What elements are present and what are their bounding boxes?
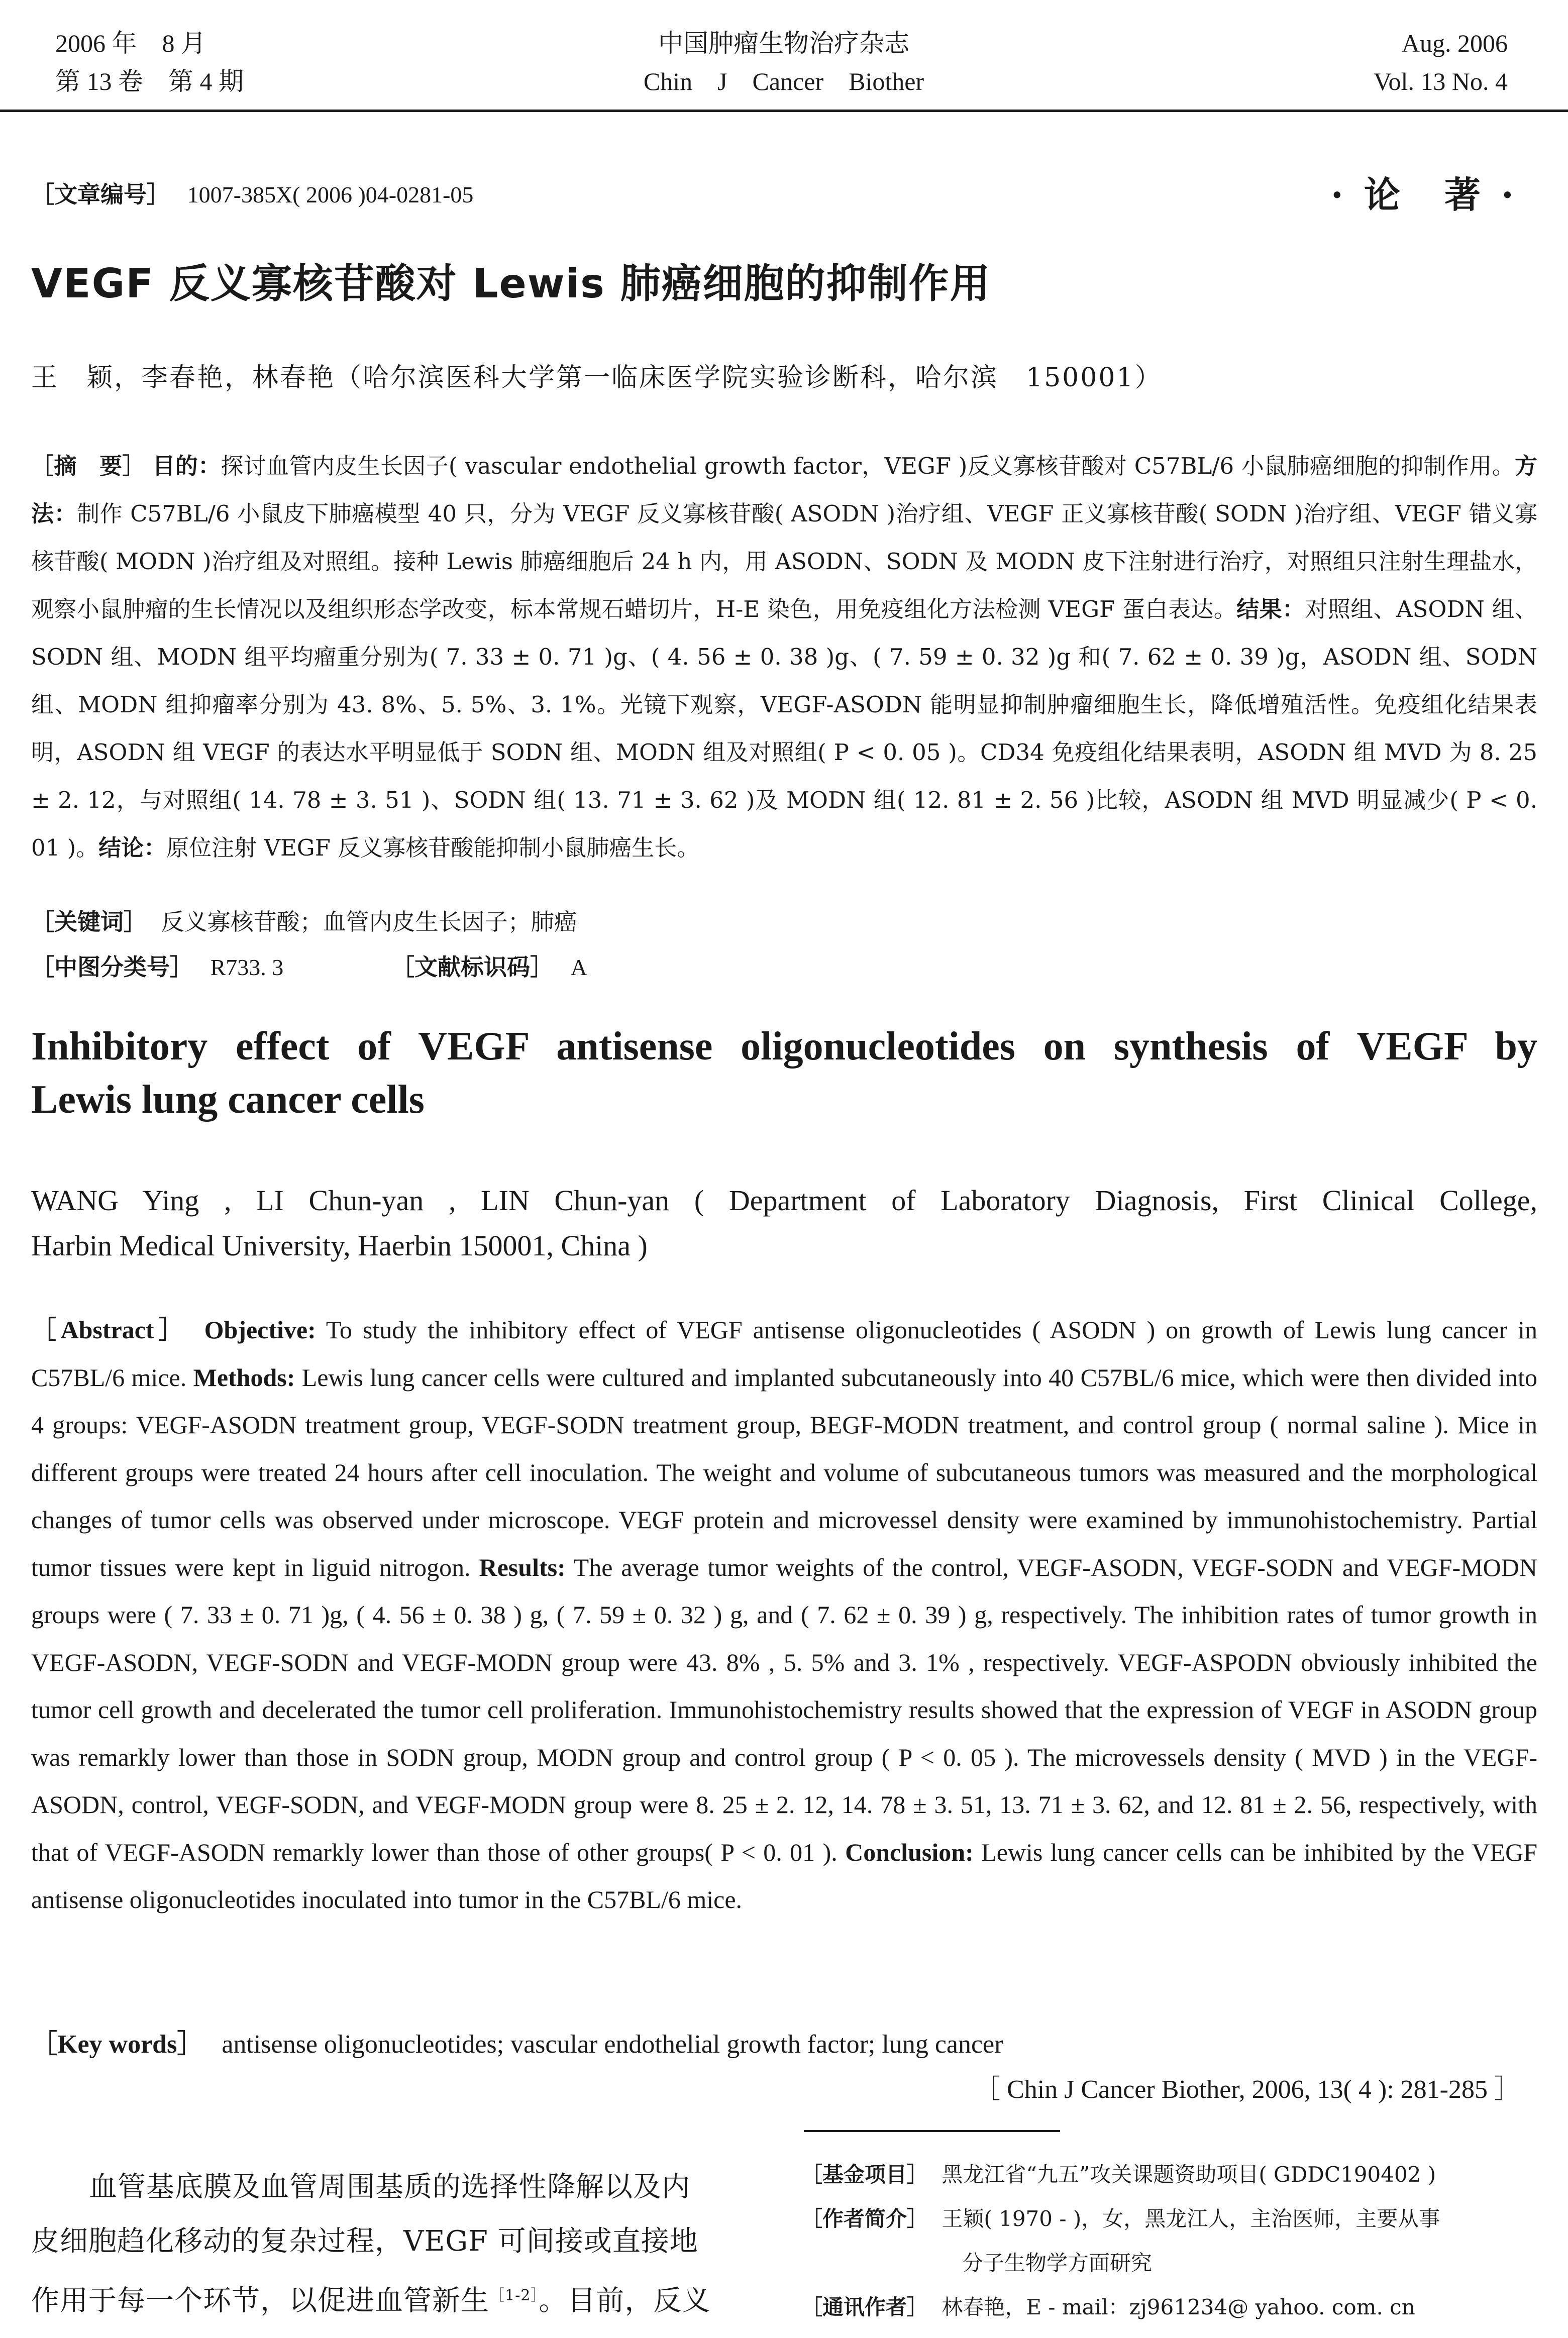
footnote-author-label: ［作者简介］ [801,2206,928,2231]
footnote-funding-value: 黑龙江省“九五”攻关课题资助项目( GDDC190402 ) [942,2162,1436,2187]
authors-en-line-1: WANG Ying , LI Chun-yan , LIN Chun-yan ( Department of Laboratory Diagnosis, First Clinical College, [31,1184,1537,1217]
reference-marker: ［1-2］ [489,2287,539,2304]
article-number-label: ［文章编号］ [31,181,170,208]
keywords-en [31,2026,1003,2064]
footnote-author-cont [801,2241,1540,2285]
abstract-cn-label: ［摘 要］ [31,453,145,479]
footnote-funding-label: ［基金项目］ [801,2162,928,2187]
abstract-en-conclusion-head: Conclusion: [845,1838,974,1866]
abstract-cn-results-head: 结果： [1236,596,1305,622]
body-line-1: 血管基底膜及血管周围基质的选择性降解以及内 [89,2171,690,2203]
title-en-line-2: Lewis lung cancer cells [31,1078,425,1122]
citation: ［ Chin J Cancer Biother, 2006, 13( 4 ): 281-285 ］ [974,2075,1520,2104]
journal-name-en: Chin J Cancer Biother [643,67,924,95]
abstract-en-methods: Lewis lung cancer cells were cultured and implanted subcutaneously into 40 C57BL/6 mice, which were then divided into 4 groups: VEGF-ASODN treatment group, VEGF-SODN treatment group, BEGF-MODN treatment, and control group ( normal saline ). Mice in different groups were treated 24 hours after cell inoculation. The weight and volume of subcutaneous tumors was measured and the morphological changes of tumor cells was observed under microscope. VEGF protein and microvessel density were examined by immunohistochemistry. Partial tumor tissues were kept in liguid nitrogon. [31,1363,1537,1581]
footnote-author-value: 王颖( 1970 - )，女，黑龙江人，主治医师，主要从事 [942,2206,1440,2231]
body-text-left [31,2160,765,2328]
footnote-author [801,2197,1540,2241]
abstract-cn [31,442,1537,872]
abstract-en-methods-head: Methods: [193,1363,295,1392]
title-en-line-1: Inhibitory effect of VEGF antisense oligonucleotides on synthesis of VEGF by [31,1024,1537,1069]
keywords-en-label: ［Key words］ [31,2030,203,2059]
authors-en-line-2: Harbin Medical University, Haerbin 150001, China ) [31,1229,648,1262]
abstract-cn-conclusion-head: 结论： [98,834,167,861]
abstract-cn-conclusion: 原位注射 VEGF 反义寡核苷酸能抑制小鼠肺癌生长。 [166,834,700,861]
keywords-cn-value: 反义寡核苷酸；血管内皮生长因子；肺癌 [161,908,577,935]
abstract-cn-methods-head: 方法： [31,453,1537,527]
footnote-correspondence [801,2285,1540,2329]
footnote-funding [801,2153,1540,2197]
abstract-en-objective-head: Objective: [204,1316,316,1344]
footnote-author-value-2: 分子生物学方面研究 [962,2251,1153,2275]
header-date: 2006 年 8 月 [55,29,206,57]
abstract-en-objective: To study the inhibitory effect of VEGF antisense oligonucleotides ( ASODN ) on growth of Lewis lung cancer in C57BL/6 mice. [31,1316,1538,1392]
doc-code-label: ［文献标识码］ [391,953,553,981]
clc-label: ［中图分类号］ [31,953,193,981]
journal-name-cn: 中国肿瘤生物治疗杂志 [658,29,909,57]
doc-code-value: A [570,954,587,980]
article-number-value: 1007-385X( 2006 )04-0281-05 [187,182,474,207]
footnotes [801,2153,1540,2329]
abstract-en [31,1306,1537,1924]
article-number [31,177,473,212]
keywords-cn [31,904,577,939]
body-line-3-text: 作用于每一个环节，以促进血管新生 [31,2284,489,2317]
keywords-en-value: antisense oligonucleotides; vascular endothelial growth factor; lung cancer [222,2030,1003,2059]
header-volume-en: Vol. 13 No. 4 [1373,67,1508,95]
footnote-rule [804,2130,1060,2132]
body-line-3 [31,2269,765,2328]
footnote-correspondence-value: 林春艳，E - mail：zj961234@ yahoo. com. cn [942,2295,1415,2319]
footnote-correspondence-label: ［通讯作者］ [801,2295,928,2319]
abstract-en-conclusion: Lewis lung cancer cells can be inhibited by the VEGF antisense oligonucleotides inoculated into tumor in the C57BL/6 mice. [31,1838,1538,1914]
body-line-3-tail: 。目前，反义 [539,2284,711,2317]
authors-en [31,1178,1537,1268]
header-volume: 第 13 卷 第 4 期 [55,67,244,95]
abstract-cn-objective-head: 目的： [152,453,221,479]
header-right [1374,24,1508,100]
abstract-cn-methods: 制作 C57BL/6 小鼠皮下肺癌模型 40 只，分为 VEGF 反义寡核苷酸( ASODN )治疗组、VEGF 正义寡核苷酸( SODN )治疗组、VEGF 错义寡核苷酸( MODN )治疗组及对照组。接种 Lewis 肺癌细胞后 24 h 内，用 ASODN、SODN 及 MODN 皮下注射进行治疗，对照组只注射生理盐水，观察小鼠肿瘤的生长情况以及组织形态学改变，标本常规石蜡切片，H-E 染色，用免疫组化方法检测 VEGF 蛋白表达。 [31,500,1537,622]
body-line-2: 皮细胞趋化移动的复杂过程，VEGF 可间接或直接地 [31,2225,698,2258]
section-tag: · 论 著 · [1330,173,1518,216]
abstract-en-label: ［Abstract］ [31,1316,188,1344]
abstract-en-results: The average tumor weights of the control, VEGF-ASODN, VEGF-SODN and VEGF-MODN groups were ( 7. 33 ± 0. 71 )g, ( 4. 56 ± 0. 38 ) g, ( 7. 59 ± 0. 32 ) g, and ( 7. 62 ± 0. 39 ) g, respectively. The inhibition rates of tumor growth in VEGF-ASODN, VEGF-SODN and VEGF-MODN group were 43. 8% , 5. 5% and 3. 1% , respectively. VEGF-ASPODN obviously inhibited the tumor cell growth and decelerated the tumor cell proliferation. Immunohistochemistry results showed that the expression of VEGF in ASODN group was remarkly lower than those in SODN group, MODN group and control group ( P < 0. 05 ). The microvessels density ( MVD ) in the VEGF-ASODN, control, VEGF-SODN, and VEGF-MODN group were 8. 25 ± 2. 12, 14. 78 ± 3. 51, 13. 71 ± 3. 62, and 12. 81 ± 2. 56, respectively, with that of VEGF-ASODN remarkly lower than those of other groups( P < 0. 01 ). [31,1553,1537,1866]
abstract-cn-results: 对照组、ASODN 组、SODN 组、MODN 组平均瘤重分别为( 7. 33 ± 0. 71 )g、( 4. 56 ± 0. 38 )g、( 7. 59 ± 0. 32 )g 和( 7. 62 ± 0. 39 )g，ASODN 组、SODN 组、MODN 组抑瘤率分别为 43. 8%、5. 5%、3. 1%。光镜下观察，VEGF-ASODN 能明显抑制肿瘤细胞生长，降低增殖活性。免疫组化结果表明，ASODN 组 VEGF 的表达水平明显低于 SODN 组、MODN 组及对照组( P < 0. 05 )。CD34 免疫组化结果表明，ASODN 组 MVD 为 8. 25 ± 2. 12，与对照组( 14. 78 ± 3. 51 )、SODN 组( 13. 71 ± 3. 62 )及 MODN 组( 12. 81 ± 2. 56 )比较，ASODN 组 MVD 明显减少( P < 0. 01 )。 [31,596,1537,861]
header-rule [0,110,1568,112]
header-left [55,24,244,100]
title-cn: VEGF 反义寡核苷酸对 Lewis 肺癌细胞的抑制作用 [31,260,991,307]
classification-row [31,949,587,985]
abstract-en-results-head: Results: [479,1553,566,1581]
header-date-en: Aug. 2006 [1401,29,1508,57]
keywords-cn-label: ［关键词］ [31,908,147,935]
title-en [31,1020,1537,1126]
header-center [593,24,975,100]
authors-cn: 王 颖，李春艳，林春艳（哈尔滨医科大学第一临床医学院实验诊断科，哈尔滨 150001） [31,363,1163,393]
abstract-cn-objective: 探讨血管内皮生长因子( vascular endothelial growth factor，VEGF )反义寡核苷酸对 C57BL/6 小鼠肺癌细胞的抑制作用。 [221,453,1515,479]
clc-value: R733. 3 [210,954,284,980]
